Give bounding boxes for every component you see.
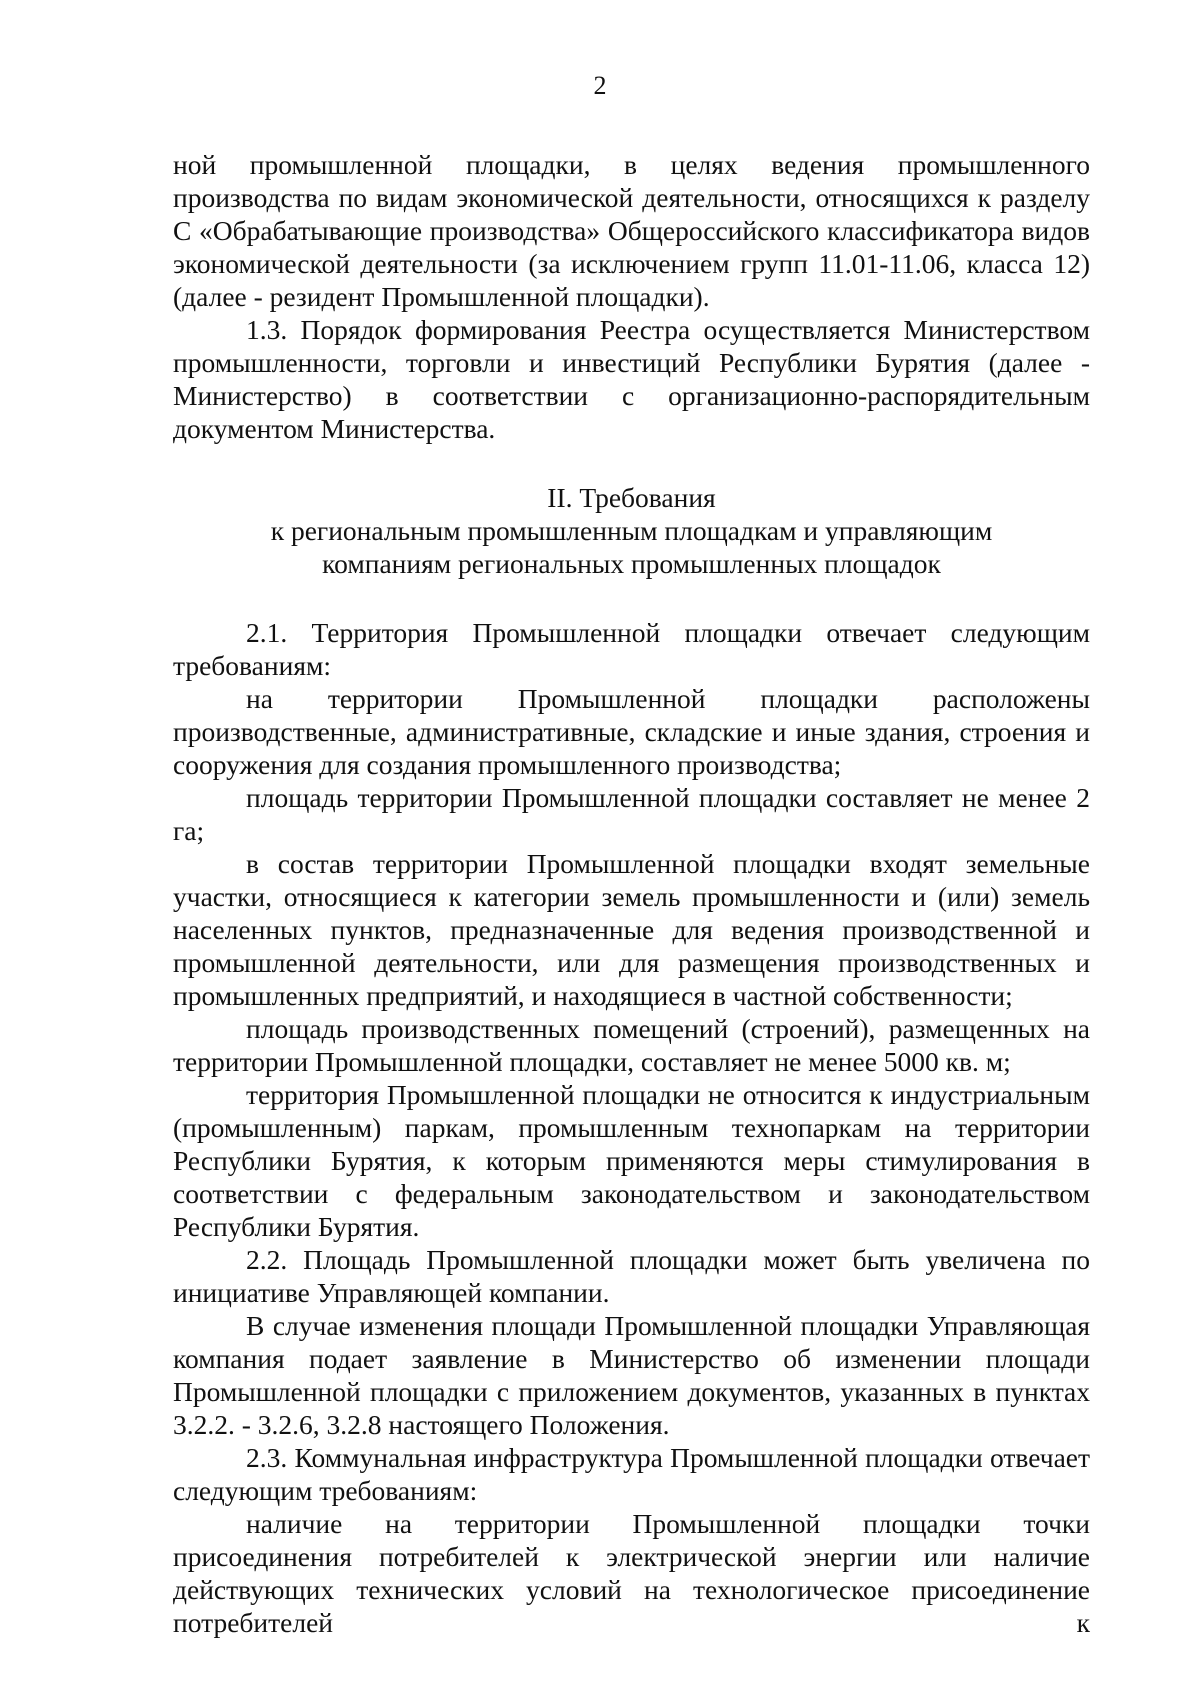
paragraph-2-2: 2.2. Площадь Промышленной площадки может быть увеличена по инициативе Управляющей компании. bbox=[173, 1244, 1090, 1308]
paragraph-area-change: В случае изменения площади Промышленной площадки Управляющая компания подает заявление в Министерство об изменении площади Промышленной площадки с приложением документов, указанных в пунктах 3.2.2. - 3.2.6, 3.2.8 настоящего Положения. bbox=[173, 1310, 1090, 1440]
document-body bbox=[173, 148, 1090, 1639]
paragraph-area: площадь территории Промышленной площадки составляет не менее 2 га; bbox=[173, 782, 1090, 846]
paragraph-buildings: на территории Промышленной площадки расположены производственные, административные, складские и иные здания, строения и сооружения для создания промышленного производства; bbox=[173, 683, 1090, 780]
paragraph-continuation: ной промышленной площадки, в целях ведения промышленного производства по видам экономической деятельности, относящихся к разделу С «Обрабатывающие производства» Общероссийского классификатора видов экономической деятельности (за исключением групп 11.01-11.06, класса 12) (далее - резидент Промышленной площадки). bbox=[173, 149, 1090, 312]
paragraph-2-3: 2.3. Коммунальная инфраструктура Промышленной площадки отвечает следующим требованиям: bbox=[173, 1442, 1090, 1506]
section-subtitle-line-2: компаниям региональных промышленных площадок bbox=[322, 548, 941, 579]
paragraph-land-plots: в состав территории Промышленной площадки входят земельные участки, относящиеся к категории земель промышленности и (или) земель населенных пунктов, предназначенные для ведения производственной и промышленной деятельности, или для размещения производственных и промышленных предприятий, и находящиеся в частной собственности; bbox=[173, 848, 1090, 1011]
page-number: 2 bbox=[593, 71, 607, 100]
section-title: II. Требования bbox=[547, 482, 716, 513]
paragraph-not-industrial-park: территория Промышленной площадки не относится к индустриальным (промышленным) паркам, промышленным технопаркам на территории Республики Бурятия, к которым применяются меры стимулирования в соответствии с федеральным законодательством и законодательством Республики Бурятия. bbox=[173, 1079, 1090, 1242]
paragraph-premises-area: площадь производственных помещений (строений), размещенных на территории Промышленной площадки, составляет не менее 5000 кв. м; bbox=[173, 1013, 1090, 1077]
paragraph-electricity: наличие на территории Промышленной площадки точки присоединения потребителей к электрической энергии или наличие действующих технических условий на технологическое присоединение потребителей к bbox=[173, 1508, 1090, 1638]
paragraph-2-1: 2.1. Территория Промышленной площадки отвечает следующим требованиям: bbox=[173, 617, 1090, 681]
section-subtitle-line-1: к региональным промышленным площадкам и управляющим bbox=[270, 515, 993, 546]
paragraph-1-3: 1.3. Порядок формирования Реестра осуществляется Министерством промышленности, торговли и инвестиций Республики Бурятия (далее - Министерство) в соответствии с организационно-распорядительным документом Министерства. bbox=[173, 314, 1090, 444]
section-heading bbox=[173, 481, 1090, 580]
